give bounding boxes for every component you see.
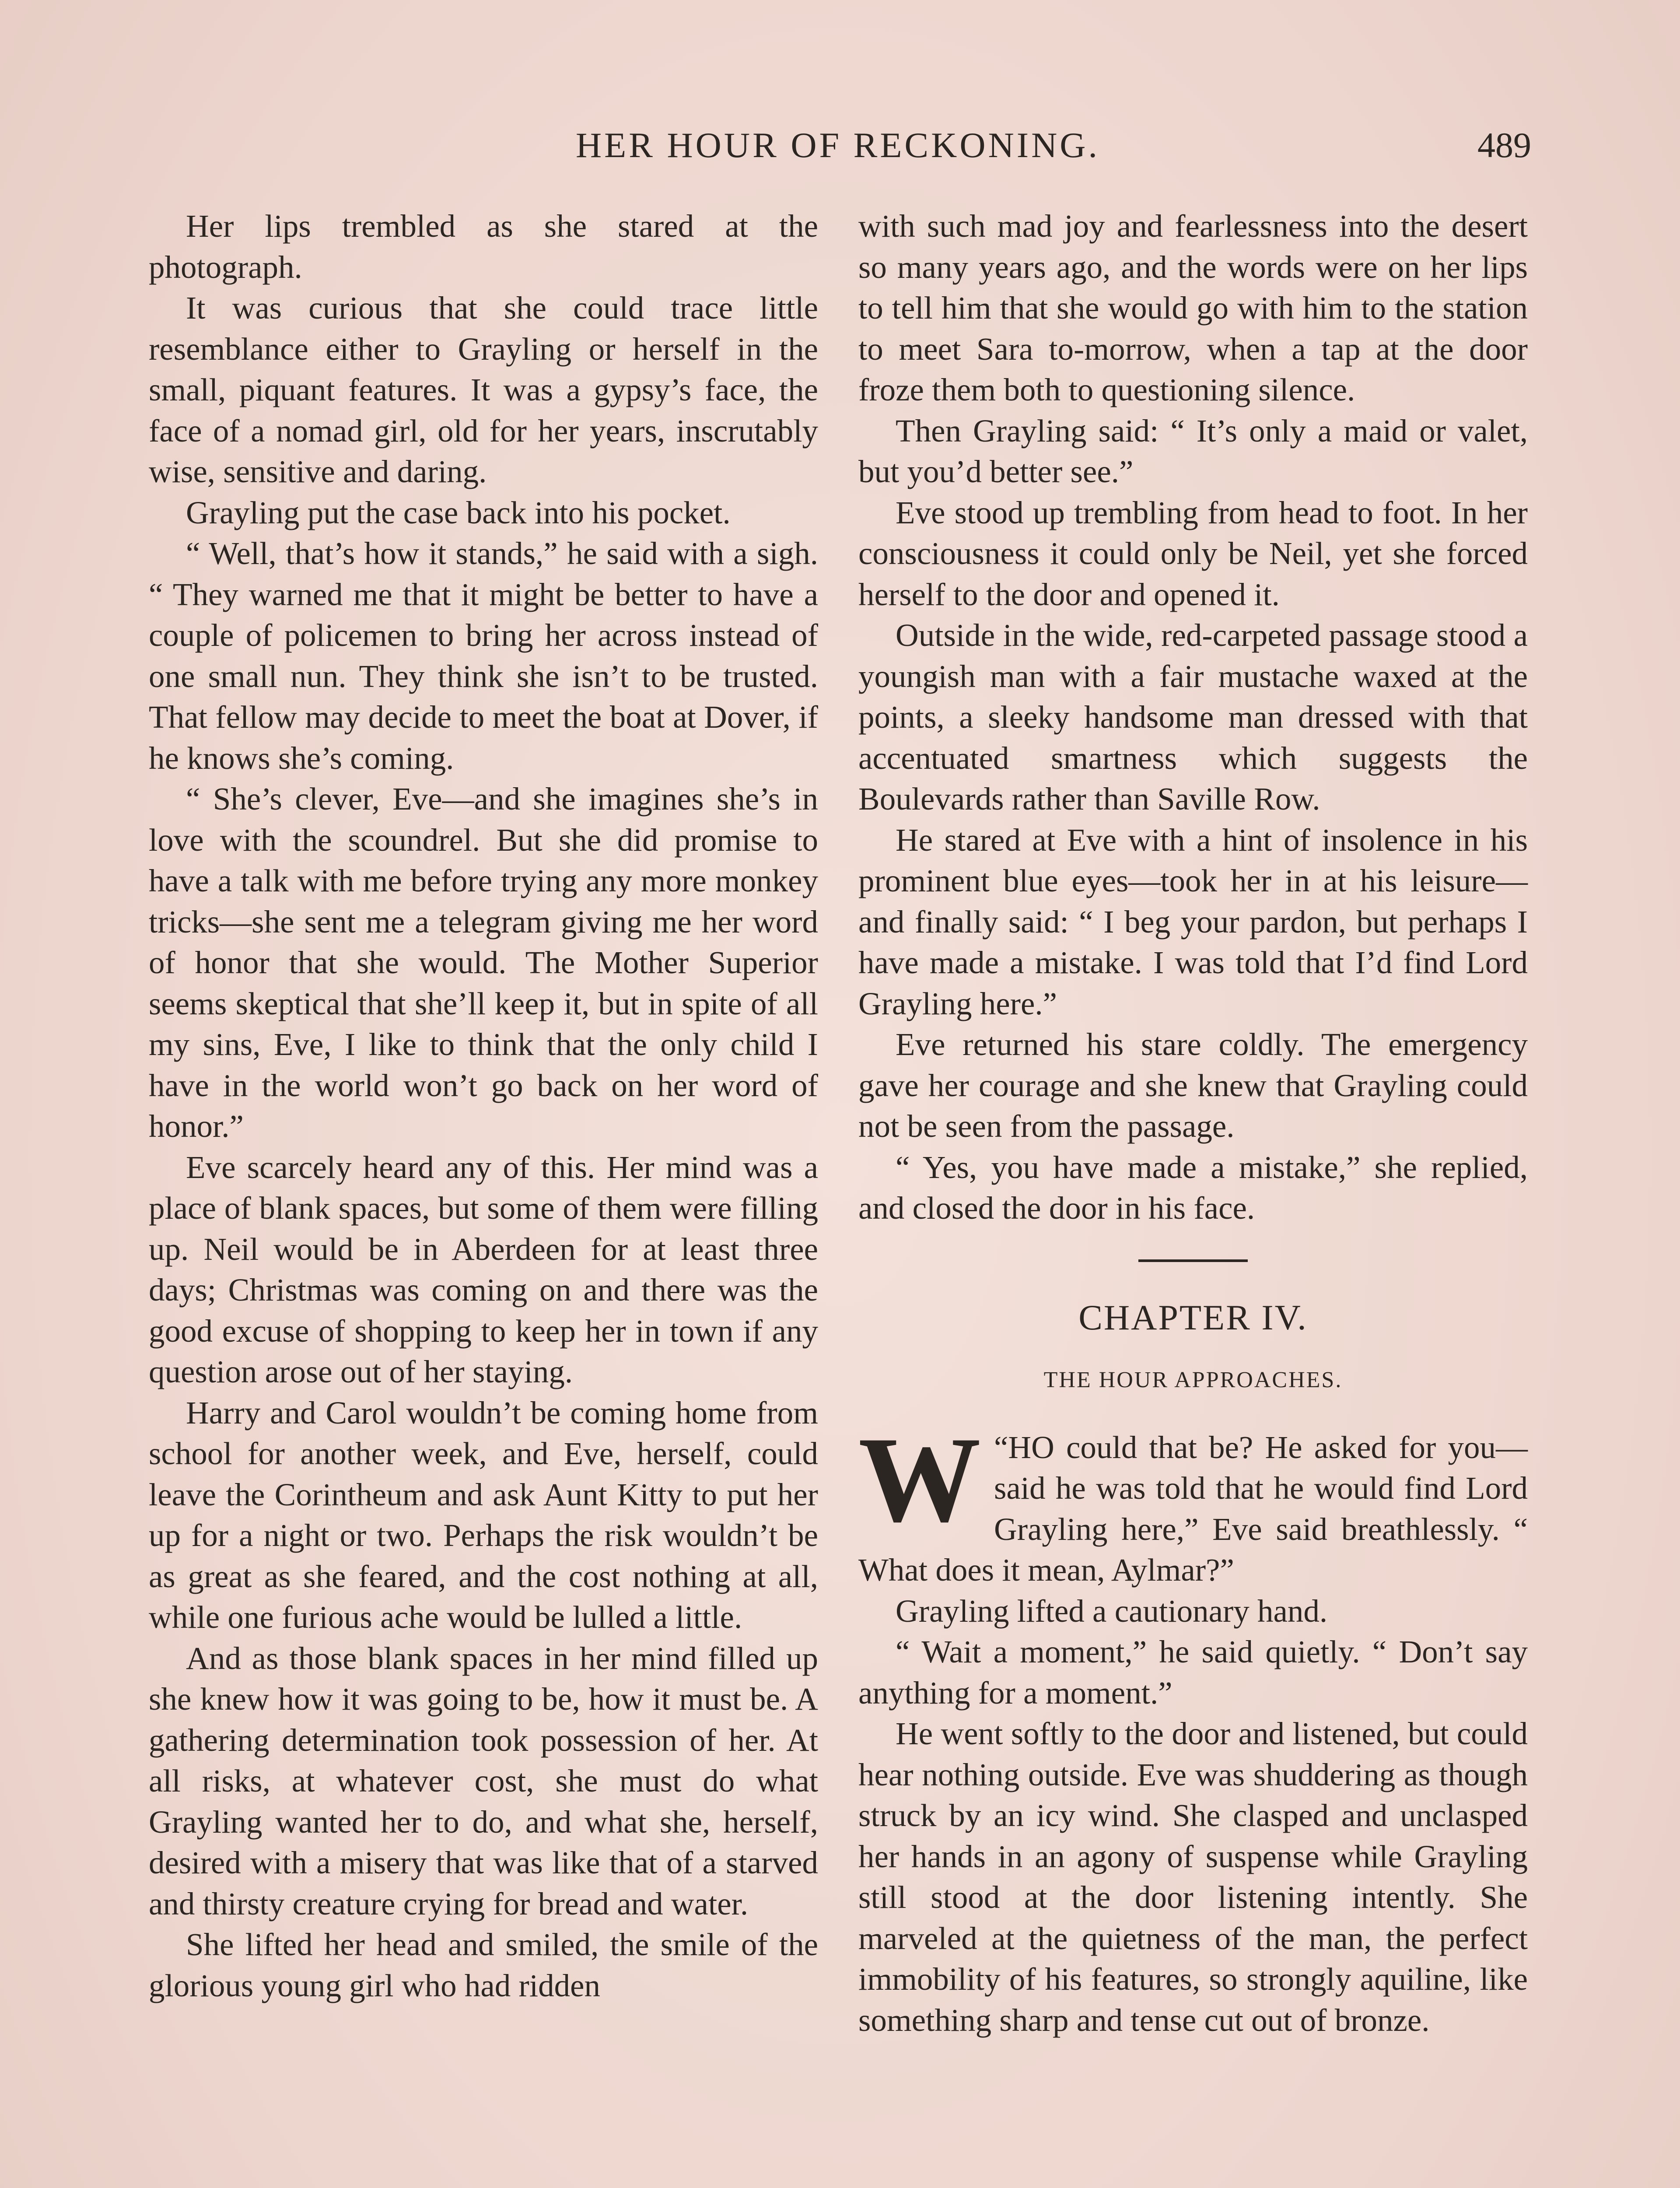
paragraph: And as those blank spaces in her mind filled up she knew how it was going to be, how it must be. A gathering determination took possession of her. At all risks, at whatever cost, she must do what Grayling wanted her to do, and what she, herself, desired with a misery that was like that of a starved and thirsty creature crying for bread and water.: [149, 1640, 818, 1922]
page-number: 489: [1477, 125, 1531, 165]
paragraph: “ Yes, you have made a mistake,” she replied, and closed the door in his face.: [858, 1149, 1528, 1226]
paragraph: Eve returned his stare coldly. The emergency gave her courage and she knew that Grayling could not be seen from the passage.: [858, 1027, 1528, 1144]
paragraph: He went softly to the door and listened, but could hear nothing outside. Eve was shuddering as though struck by an icy wind. She clasped and unclasped her hands in an agony of suspense while Grayling still stood at the door listening intently. She marveled at the quietness of the man, the perfect immobility of his features, so strongly aquiline, like something sharp and tense cut out of bronze.: [858, 1716, 1528, 2038]
paragraph: Grayling lifted a cautionary hand.: [896, 1593, 1328, 1629]
paragraph: She lifted her head and smiled, the smile of the glorious young girl who had ridden: [149, 1927, 818, 2003]
drop-cap-letter: W: [858, 1411, 981, 1547]
paragraph: Then Grayling said: “ It’s only a maid or valet, but you’d better see.”: [858, 413, 1528, 489]
running-head: [144, 125, 1531, 177]
paragraph: Eve scarcely heard any of this. Her mind was a place of blank spaces, but some of them were filling up. Neil would be in Aberdeen for at least three days; Christmas was coming on and there was the good excuse of shopping to keep her in town if any question arose out of her staying.: [149, 1149, 818, 1389]
running-title: HER HOUR OF RECKONING.: [575, 125, 1100, 165]
chapter-title: THE HOUR APPROACHES.: [1043, 1368, 1343, 1392]
paragraph: “ She’s clever, Eve—and she imagines she’s in love with the scoundrel. But she did promise to have a talk with me before trying any more monkey tricks—she sent me a telegram giving me her word of honor that she would. The Mother Superior seems skeptical that she’ll keep it, but in spite of all my sins, Eve, I like to think that the only child I have in the world won’t go back on her word of honor.”: [149, 781, 818, 1144]
continued-paragraph: with such mad joy and fearlessness into the desert so many years ago, and the words were on her lips to tell him that she would go with him to the station to meet Sara to-morrow, when a tap at the door froze them both to questioning silence.: [858, 208, 1528, 407]
chapter-heading: CHAPTER IV.: [1078, 1297, 1308, 1337]
right-column: [858, 206, 1528, 2041]
section-divider: [1138, 1259, 1248, 1262]
paragraph: “ Well, that’s how it stands,” he said with a sigh. “ They warned me that it might be better to have a couple of policemen to bring her across instead of one small nun. They think she isn’t to be trusted. That fellow may decide to meet the boat at Dover, if he knows she’s coming.: [149, 536, 818, 776]
opening-text: HO could that be? He asked for you—said he was told that he would find Lord Grayling here,” Eve said breathlessly. “ What does it mean, Aylmar?”: [858, 1429, 1528, 1588]
left-column: [149, 206, 818, 2006]
opening-quote: “: [994, 1429, 1008, 1465]
paragraph: Harry and Carol wouldn’t be coming home from school for another week, and Eve, herself, could leave the Corintheum and ask Aunt Kitty to put her up for a night or two. Perhaps the risk wouldn’t be as great as she feared, and the cost nothing at all, while one furious ache would be lulled a little.: [149, 1395, 818, 1635]
chapter-opening-paragraph: [858, 1411, 1528, 1591]
paragraph: Outside in the wide, red-carpeted passage stood a youngish man with a fair mustache waxed at the points, a sleeky handsome man dressed with that accentuated smartness which suggests the Boulevards rather than Saville Row.: [858, 617, 1528, 817]
paragraph: Eve stood up trembling from head to foot. In her consciousness it could only be Neil, yet she forced herself to the door and opened it.: [858, 494, 1528, 612]
paragraph: He stared at Eve with a hint of insolence in his prominent blue eyes—took her in at his leisure—and finally said: “ I beg your pardon, but perhaps I have made a mistake. I was told that I’d find Lord Grayling here.”: [858, 822, 1528, 1021]
paragraph: It was curious that she could trace little resemblance either to Grayling or herself in the small, piquant features. It was a gypsy’s face, the face of a nomad girl, old for her years, inscrutably wise, sensitive and daring.: [149, 290, 818, 489]
paragraph: Her lips trembled as she stared at the photograph.: [149, 208, 818, 285]
paragraph: Grayling put the case back into his pocket.: [186, 494, 731, 530]
paragraph: “ Wait a moment,” he said quietly. “ Don’t say anything for a moment.”: [858, 1634, 1528, 1711]
